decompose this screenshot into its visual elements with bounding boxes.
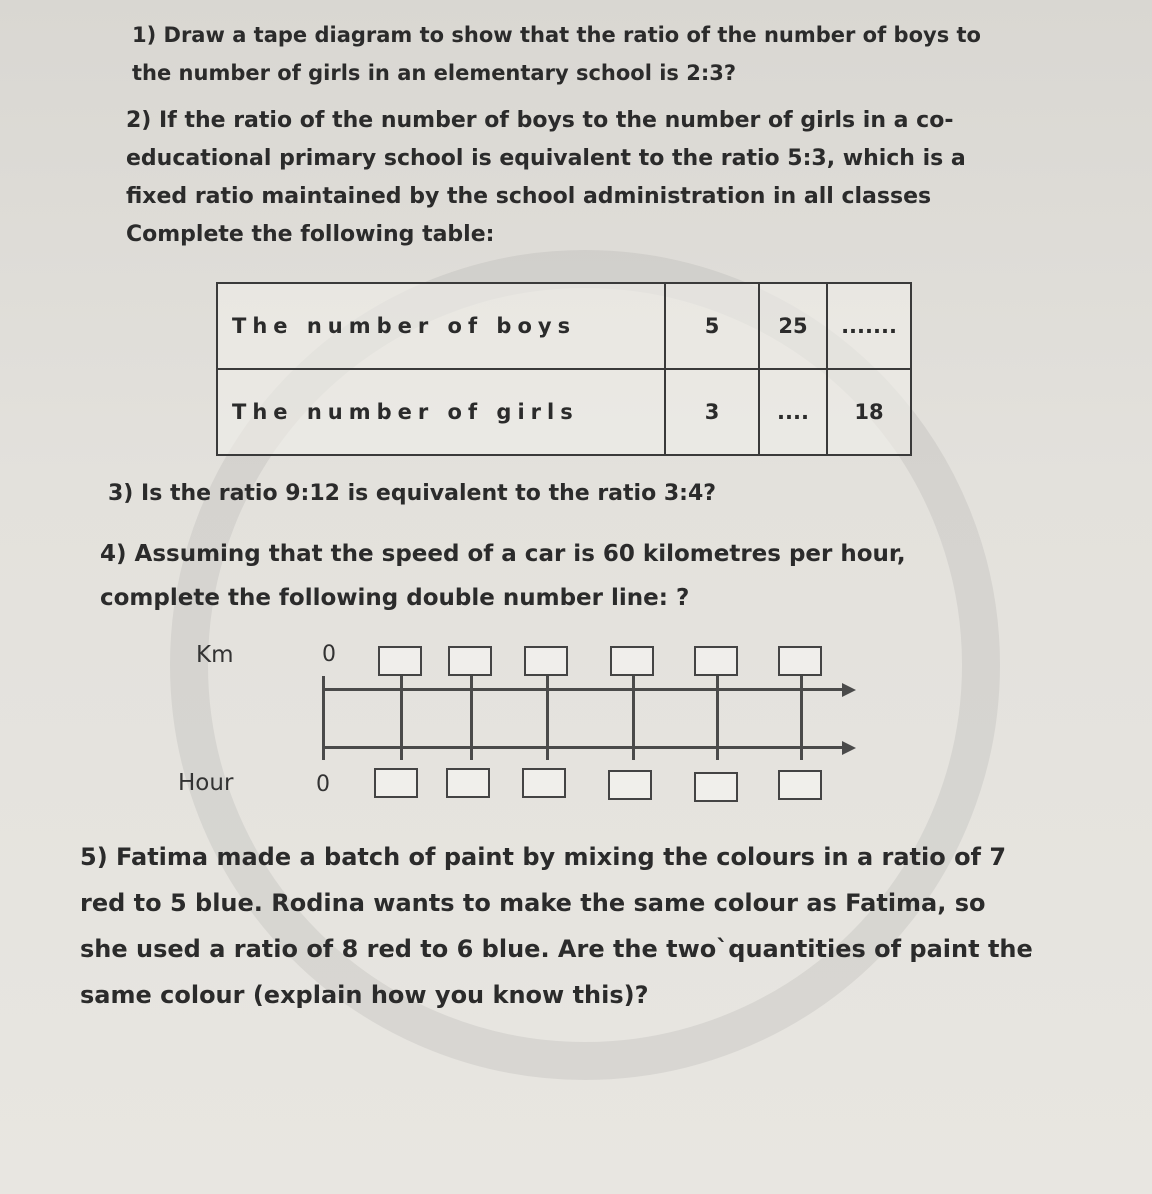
km-answer-box[interactable] [448,646,492,676]
hour-answer-box[interactable] [778,770,822,800]
question-4 [100,532,960,620]
km-zero-label: 0 [322,642,336,667]
question-2 [126,102,966,254]
km-axis-label: Km [196,642,234,668]
tick-mark [716,676,719,760]
km-answer-box[interactable] [378,646,422,676]
table-cell-blank[interactable]: ....... [827,283,911,369]
tick-mark [546,676,549,760]
km-arrow-icon [842,683,856,697]
table-cell: 3 [665,369,759,455]
tick-mark [632,676,635,760]
ratio-table [216,282,912,456]
tick-mark [400,676,403,760]
question-1 [132,16,1012,92]
table-row-boys [217,283,911,369]
hour-axis-label: Hour [178,770,234,796]
tick-mark [800,676,803,760]
hour-answer-box[interactable] [446,768,490,798]
table-cell: 5 [665,283,759,369]
hour-answer-box[interactable] [694,772,738,802]
tick-zero [322,676,325,760]
question-1-text: 1) Draw a tape diagram to show that the ratio of the number of boys to the number of girls in an elementary school is 2:3? [132,23,981,85]
tick-mark [470,676,473,760]
question-4-text: 4) Assuming that the speed of a car is 60 kilometres per hour, complete the following double number line: ? [100,541,906,611]
table-row-girls [217,369,911,455]
hour-arrow-icon [842,741,856,755]
km-answer-box[interactable] [694,646,738,676]
km-answer-box[interactable] [778,646,822,676]
double-number-line [0,620,1152,820]
km-answer-box[interactable] [610,646,654,676]
question-3 [108,474,908,514]
table-cell: 18 [827,369,911,455]
question-5 [80,834,1040,1018]
table-cell-blank[interactable]: .... [759,369,827,455]
row-label-boys: The number of boys [217,283,665,369]
km-answer-box[interactable] [524,646,568,676]
question-3-text: 3) Is the ratio 9:12 is equivalent to the ratio 3:4? [108,481,717,506]
hour-answer-box[interactable] [522,768,566,798]
hour-zero-label: 0 [316,772,330,797]
hour-answer-box[interactable] [374,768,418,798]
question-5-text: 5) Fatima made a batch of paint by mixing the colours in a ratio of 7 red to 5 blue. Rodina wants to make the same colour as Fatima, so she used a ratio of 8 red to 6 blue. Are the two`quantities of paint the same colour (explain how you know this)? [80,843,1033,1009]
table-cell: 25 [759,283,827,369]
hour-answer-box[interactable] [608,770,652,800]
question-2-text: 2) If the ratio of the number of boys to the number of girls in a co-educational primary school is equivalent to the ratio 5:3, which is a fixed ratio maintained by the school administration in all classes [126,108,966,209]
question-2-instruction: Complete the following table: [126,222,495,247]
row-label-girls: The number of girls [217,369,665,455]
